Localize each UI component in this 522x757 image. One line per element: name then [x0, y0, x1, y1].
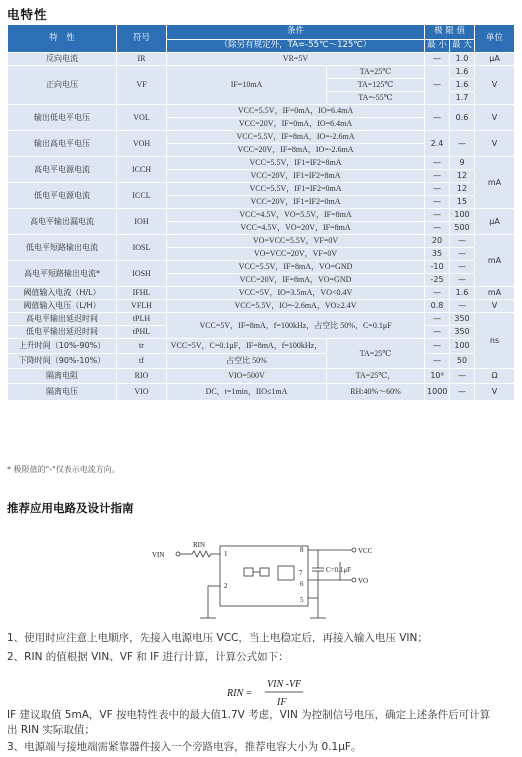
- row-cond: 占空比 50%: [167, 354, 327, 369]
- rin-formula: [225, 675, 315, 709]
- row-min: —: [425, 326, 450, 339]
- row-max: 1.6: [450, 79, 475, 92]
- pin-8-label: 8: [300, 546, 304, 554]
- row-max: —: [450, 300, 475, 313]
- guide-item-2-note: IF 建议取值 5mA，VF 按电特性表中的最大值1.7V 考虑，VIN 为控制信号电压，确定上述条件后可计算: [7, 709, 491, 721]
- label-vo: VO: [358, 577, 369, 585]
- row-unit: V: [475, 300, 515, 313]
- row-symbol: IOSL: [117, 235, 167, 261]
- row-min: —: [425, 222, 450, 235]
- row-cond: VCC=20V，IF1=IF2=8mA: [167, 170, 425, 183]
- row-min: —: [425, 183, 450, 196]
- header-cond-note: （除另有规定外，TA=-55℃～125℃）: [167, 40, 425, 53]
- row-unit: mA: [475, 157, 515, 209]
- row-min: —: [425, 66, 450, 105]
- row-max: 100: [450, 209, 475, 222]
- header-max: 最 大: [450, 40, 475, 53]
- header-symbol: 符号: [117, 25, 167, 53]
- pin-2-label: 2: [224, 582, 228, 590]
- row-min: 10⁹: [425, 369, 450, 384]
- guide-item-3: 3、电源端与接地端需紧靠器件接入一个旁路电容，推荐电容大小为 0.1μF。: [7, 741, 362, 753]
- row-unit: μA: [475, 53, 515, 66]
- row-max: 1.6: [450, 287, 475, 300]
- row-cond: VCC=4.5V，VO=5.5V，IF=8mA: [167, 209, 425, 222]
- row-cond: VCC=5V，IF=8mA，f=100kHz，占空比 50%，C=0.1μF: [167, 313, 425, 339]
- row-cond: VCC=4.5V，VO=20V，IF=8mA: [167, 222, 425, 235]
- row-symbol: IOH: [117, 209, 167, 235]
- row-symbol: VFLH: [117, 300, 167, 313]
- row-max: 50: [450, 354, 475, 369]
- row-cond: VCC=20V，IF=8mA，VO=GND: [167, 274, 425, 287]
- row-cond: VO=VCC=20V，VF=0V: [167, 248, 425, 261]
- row-name: 低电平输出延迟时间: [8, 326, 117, 339]
- label-vin: VIN: [152, 551, 165, 559]
- row-name: 高电平短路输出电流*: [8, 261, 117, 287]
- row-name: 高电平输出延迟时间: [8, 313, 117, 326]
- row-subcond: TA=-55℃: [327, 92, 425, 105]
- pin-7-label: 7: [299, 569, 303, 577]
- row-max: —: [450, 131, 475, 157]
- row-name: 正向电压: [8, 66, 117, 105]
- row-max: —: [450, 274, 475, 287]
- application-circuit-diagram: [150, 538, 380, 628]
- row-subcond: TA=125℃: [327, 79, 425, 92]
- row-min: —: [425, 339, 450, 354]
- row-cond: VCC=20V，IF=0mA，IO=6.4mA: [167, 118, 425, 131]
- label-vcc: VCC: [358, 547, 373, 555]
- row-min: 1000: [425, 384, 450, 401]
- row-min: —: [425, 287, 450, 300]
- row-cond: IF=10mA: [167, 66, 327, 105]
- row-max: 15: [450, 196, 475, 209]
- row-unit: V: [475, 66, 515, 105]
- row-name: 阈值输入电流（H/L）: [8, 287, 117, 300]
- row-cond: VIO=500V: [167, 369, 327, 384]
- row-subcond: TA=25℃，: [327, 369, 425, 384]
- row-name: 输出高电平电压: [8, 131, 117, 157]
- guide-item-2: 2、RIN 的值根据 VIN、VF 和 IF 进行计算，计算公式如下：: [7, 651, 289, 663]
- formula-lhs: RIN =: [227, 688, 253, 699]
- row-symbol: RIO: [117, 369, 167, 384]
- row-min: 20: [425, 235, 450, 248]
- row-name: 低电平电源电流: [8, 183, 117, 209]
- row-min: 2.4: [425, 131, 450, 157]
- row-subcond: TA=25℃: [327, 339, 425, 369]
- row-min: —: [425, 209, 450, 222]
- row-symbol: VOL: [117, 105, 167, 131]
- row-unit: mA: [475, 287, 515, 300]
- row-cond: VCC=5.5V，IF=8mA，IO=-2.6mA: [167, 131, 425, 144]
- row-min: —: [425, 105, 450, 131]
- row-symbol: IFHL: [117, 287, 167, 300]
- row-symbol: tPHL: [117, 326, 167, 339]
- row-max: 1.6: [450, 66, 475, 79]
- guide-item-1: 1、使用时应注意上电顺序，先接入电源电压 VCC，当上电稳定后，再接入输入电压 VIN；: [7, 632, 428, 644]
- row-symbol: VIO: [117, 384, 167, 401]
- row-symbol: tf: [117, 354, 167, 369]
- row-min: —: [425, 354, 450, 369]
- row-name: 隔离电阻: [8, 369, 117, 384]
- section-title: 电特性: [7, 7, 48, 22]
- row-name: 高电平电源电流: [8, 157, 117, 183]
- pin-1-label: 1: [224, 550, 228, 558]
- row-max: 1.0: [450, 53, 475, 66]
- row-max: 1.7: [450, 92, 475, 105]
- row-name: 高电平输出漏电流: [8, 209, 117, 235]
- row-max: —: [450, 235, 475, 248]
- row-cond: VCC=5.5V，IF=8mA，VO=GND: [167, 261, 425, 274]
- row-max: —: [450, 248, 475, 261]
- row-cond: DC，t=1min，IIO≤1mA: [167, 384, 327, 401]
- formula-numerator: VIN -VF: [267, 679, 302, 690]
- row-min: —: [425, 53, 450, 66]
- header-limit: 极 限 值: [425, 25, 475, 40]
- row-unit: mA: [475, 235, 515, 287]
- row-max: 350: [450, 313, 475, 326]
- row-min: -10: [425, 261, 450, 274]
- electrical-characteristics-table: [7, 24, 515, 401]
- formula-denominator: IF: [277, 697, 287, 708]
- row-unit: V: [475, 131, 515, 157]
- row-max: 12: [450, 183, 475, 196]
- row-cond: VCC=20V，IF1=IF2=0mA: [167, 196, 425, 209]
- row-symbol: VOH: [117, 131, 167, 157]
- row-symbol: IR: [117, 53, 167, 66]
- row-max: 500: [450, 222, 475, 235]
- row-min: 0.8: [425, 300, 450, 313]
- row-name: 输出低电平电压: [8, 105, 117, 131]
- row-name: 低电平短路输出电流: [8, 235, 117, 261]
- row-min: -25: [425, 274, 450, 287]
- pin-6-label: 6: [300, 580, 304, 588]
- label-cap: C=0.1μF: [326, 566, 352, 574]
- row-cond: VCC=5.5V，IF1=IF2=8mA: [167, 157, 425, 170]
- label-rin: RIN: [193, 541, 206, 549]
- row-symbol: tr: [117, 339, 167, 354]
- row-name: 上升时间（10%-90%）: [8, 339, 117, 354]
- row-name: 阈值输入电压（L/H）: [8, 300, 117, 313]
- row-name: 反向电流: [8, 53, 117, 66]
- header-cond: 条件: [167, 25, 425, 40]
- row-cond: VCC=5V，IO=3.5mA，VO<0.4V: [167, 287, 425, 300]
- row-name: 下降时间（90%-10%）: [8, 354, 117, 369]
- row-cond: VCC=5.5V，IF1=IF2=0mA: [167, 183, 425, 196]
- row-cond: VCC=5V，C=0.1μF，IF=8mA，f=100kHz，: [167, 339, 327, 354]
- footnote: * 极限值的"-"仅表示电流方向。: [7, 465, 120, 474]
- row-max: 12: [450, 170, 475, 183]
- row-symbol: IOSH: [117, 261, 167, 287]
- section-title-application: 推荐应用电路及设计指南: [7, 501, 134, 515]
- row-max: 100: [450, 339, 475, 354]
- row-name: 隔离电压: [8, 384, 117, 401]
- row-symbol: ICCL: [117, 183, 167, 209]
- row-unit: μA: [475, 209, 515, 235]
- row-cond: VCC=5.5V，IO=-2.6mA，VO≥2.4V: [167, 300, 425, 313]
- row-unit: ns: [475, 313, 515, 369]
- row-min: —: [425, 313, 450, 326]
- pin-5-label: 5: [300, 596, 304, 604]
- row-cond: VCC=5.5V，IF=0mA，IO=6.4mA: [167, 105, 425, 118]
- row-max: —: [450, 384, 475, 401]
- row-max: 0.6: [450, 105, 475, 131]
- row-min: —: [425, 170, 450, 183]
- row-unit: V: [475, 105, 515, 131]
- row-min: —: [425, 157, 450, 170]
- row-max: 350: [450, 326, 475, 339]
- header-param: 特 性: [8, 25, 117, 53]
- row-max: —: [450, 369, 475, 384]
- row-subcond: TA=25℃: [327, 66, 425, 79]
- header-unit: 单位: [475, 25, 515, 53]
- row-subcond: RH:40%～60%: [327, 384, 425, 401]
- row-max: 9: [450, 157, 475, 170]
- row-cond: VR=5V: [167, 53, 425, 66]
- row-cond: VCC=20V，IF=8mA，IO=-2.6mA: [167, 144, 425, 157]
- row-max: —: [450, 261, 475, 274]
- row-min: —: [425, 196, 450, 209]
- row-symbol: tPLH: [117, 313, 167, 326]
- row-symbol: VF: [117, 66, 167, 105]
- row-unit: V: [475, 384, 515, 401]
- row-min: 35: [425, 248, 450, 261]
- row-symbol: ICCH: [117, 157, 167, 183]
- row-unit: Ω: [475, 369, 515, 384]
- header-min: 最 小: [425, 40, 450, 53]
- row-cond: VO=VCC=5.5V，VF=0V: [167, 235, 425, 248]
- guide-item-2-note-cont: 出 RIN 实际取值；: [7, 724, 95, 736]
